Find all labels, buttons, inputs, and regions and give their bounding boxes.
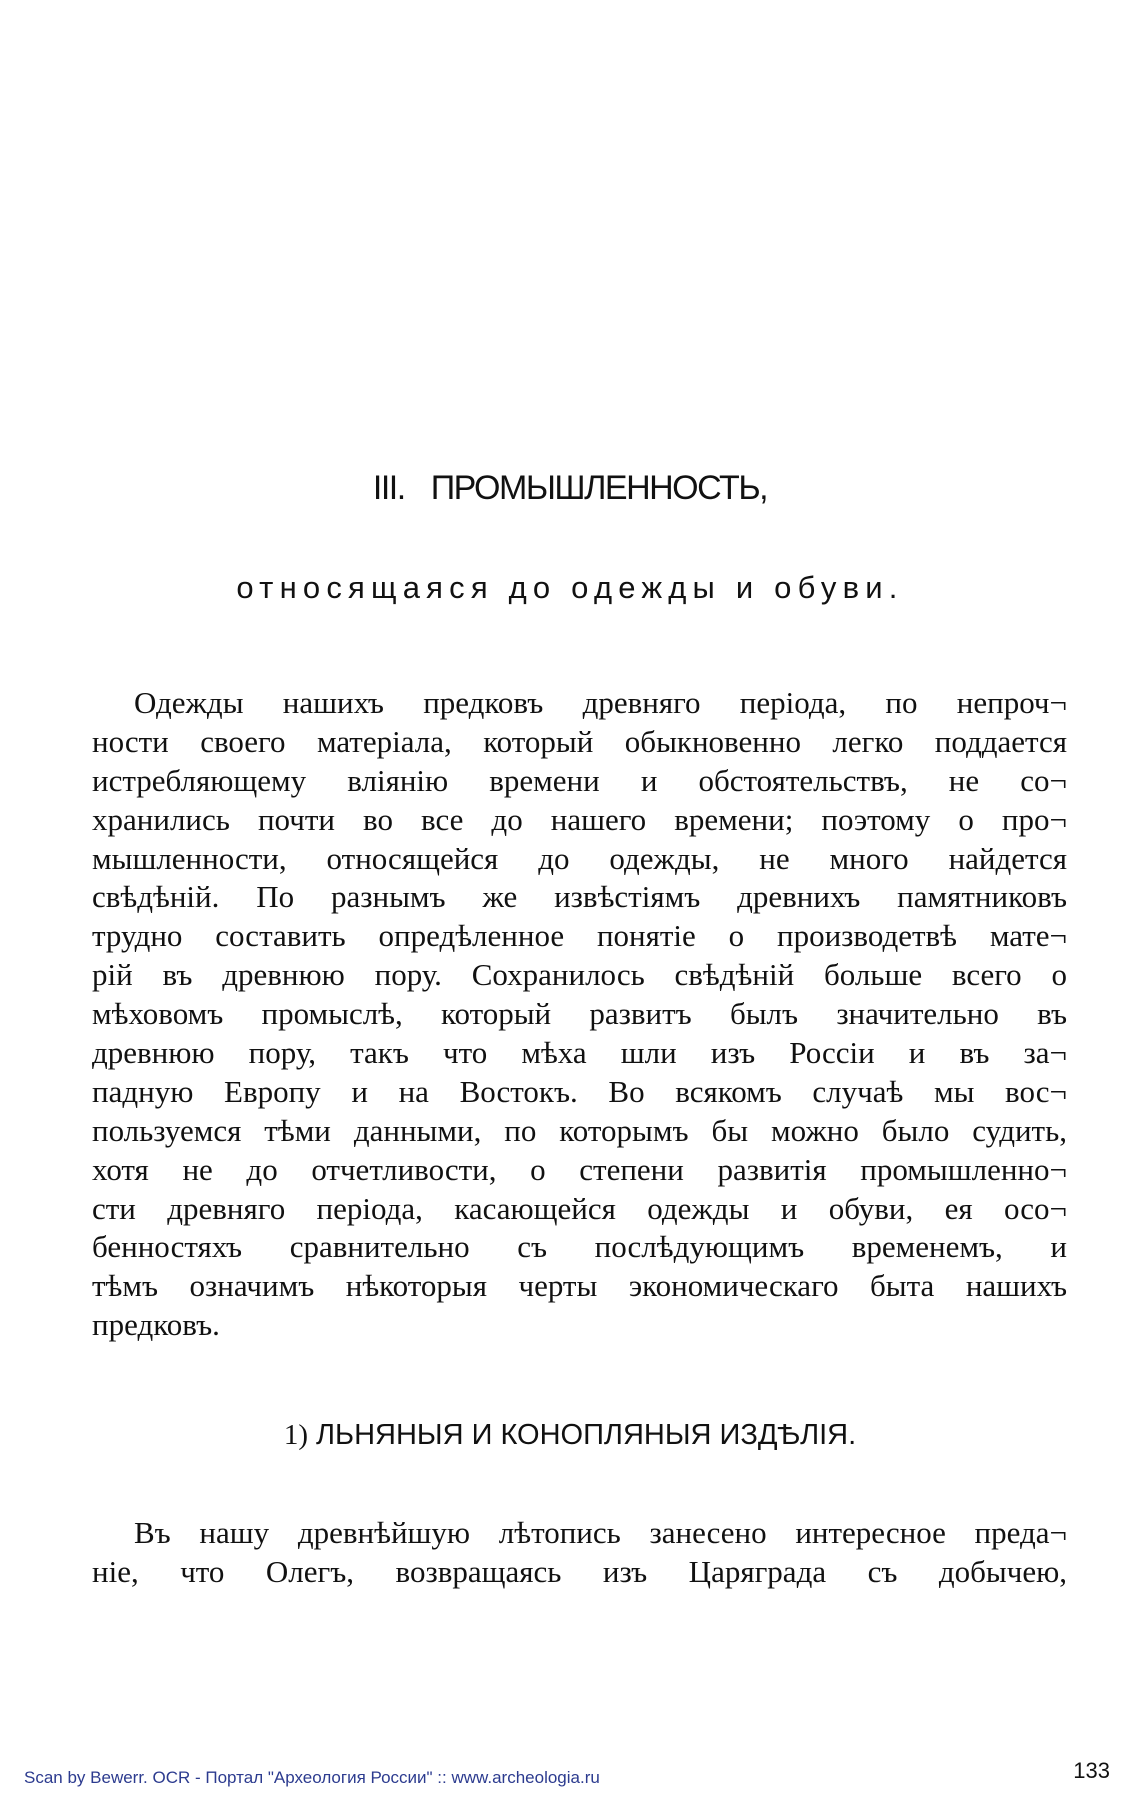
- page-number: 133: [1073, 1758, 1110, 1783]
- paragraph-line: истребляющему вліянію времени и обстоятельствъ, не со¬: [92, 762, 1067, 798]
- paragraph-line: пользуемся тѣми данными, по которымъ бы можно было судить,: [92, 1112, 1067, 1148]
- paragraph-line: мѣховомъ промыслѣ, который развитъ былъ значительно въ: [92, 996, 1067, 1032]
- paragraph-line: Въ нашу древнѣйшую лѣтопись занесено интересное преда¬: [134, 1515, 1067, 1550]
- paragraph-line: хранились почти во все до нашего времени; поэтому о про¬: [92, 801, 1067, 837]
- paragraph-line: Одежды нашихъ предковъ древняго періода, по непроч¬: [134, 685, 1067, 720]
- section-title: ЛЬНЯНЫЯ И КОНОПЛЯНЫЯ ИЗДѢЛІЯ.: [316, 1419, 857, 1451]
- paragraph-line: бенностяхъ сравнительно съ послѣдующимъ временемъ, и: [92, 1229, 1067, 1265]
- paragraph-line: тѣмъ означимъ нѣкоторыя черты экономическаго быта нашихъ: [92, 1268, 1067, 1304]
- section-number: 1): [283, 1419, 308, 1451]
- paragraph-intro: [92, 684, 1067, 1345]
- section-heading: [0, 1416, 1140, 1454]
- paragraph-section: [92, 1514, 1067, 1592]
- scan-credit-footer: Scan by Bewerr. OCR - Портал "Археология России" :: www.archeologia.ru: [24, 1768, 600, 1787]
- paragraph-line: сти древняго періода, касающейся одежды и обуви, ея осо¬: [92, 1190, 1067, 1226]
- paragraph-line: мышленности, относящейся до одежды, не много найдется: [92, 840, 1067, 876]
- paragraph-line: падную Европу и на Востокъ. Во всякомъ случаѣ мы вос¬: [92, 1073, 1067, 1109]
- paragraph-line: рій въ древнюю пору. Сохранилось свѣдѣній больше всего о: [92, 957, 1067, 993]
- paragraph-line: трудно составить опредѣленное понятіе о производетвѣ мате¬: [92, 918, 1067, 954]
- chapter-title-text: ПРОМЫШЛЕННОСТЬ,: [430, 469, 768, 507]
- paragraph-line: ности своего матеріала, который обыкновенно легко поддается: [92, 723, 1067, 759]
- paragraph-line: предковъ.: [92, 1307, 220, 1343]
- paragraph-line: хотя не до отчетливости, о степени развитія промышленно¬: [92, 1151, 1067, 1187]
- chapter-subtitle: относящаяся до одежды и обуви.: [236, 570, 904, 605]
- paragraph-line: древнюю пору, такъ что мѣха шли изъ Россіи и въ за¬: [92, 1035, 1067, 1071]
- chapter-number: III.: [372, 469, 405, 507]
- paragraph-line: ніе, что Олегъ, возвращаясь изъ Царяграда съ добычею,: [92, 1553, 1067, 1589]
- paragraph-line: свѣдѣній. По разнымъ же извѣстіямъ древнихъ памятниковъ: [92, 879, 1067, 915]
- chapter-title: [0, 466, 1140, 510]
